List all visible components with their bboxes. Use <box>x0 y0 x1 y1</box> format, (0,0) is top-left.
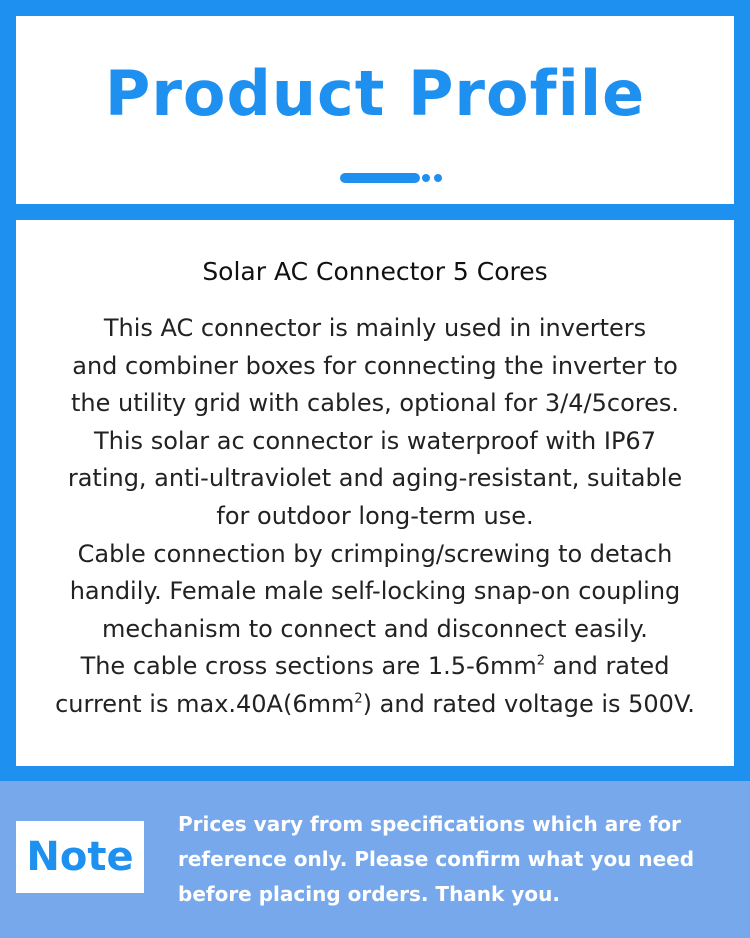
description-line: This solar ac connector is waterproof with IP67 <box>94 426 656 455</box>
note-section <box>0 781 750 938</box>
underline-bar <box>340 173 420 183</box>
cross-section-text-end: and rated <box>545 652 670 681</box>
page-title: Product Profile <box>104 57 646 130</box>
description-line: for outdoor long-term use. <box>216 501 534 530</box>
superscript: 2 <box>354 691 363 707</box>
product-description <box>16 310 734 724</box>
description-line: and combiner boxes for connecting the inverter to <box>72 351 678 380</box>
cross-section-text: The cable cross sections are 1.5-6mm <box>80 652 537 681</box>
note-line: Prices vary from specifications which are for <box>178 812 681 836</box>
note-line: reference only. Please confirm what you need <box>178 847 695 871</box>
current-text: current is max.40A(6mm <box>55 689 355 718</box>
underline-dot <box>422 174 430 182</box>
description-line: Cable connection by crimping/screwing to detach <box>77 539 673 568</box>
superscript: 2 <box>536 653 546 669</box>
current-voltage-line <box>16 686 734 724</box>
underline-dot <box>434 174 442 182</box>
description-line: mechanism to connect and disconnect easily. <box>102 614 648 643</box>
description-line: the utility grid with cables, optional for 3/4/5cores. <box>70 389 679 418</box>
note-text <box>178 807 738 912</box>
description-line: This AC connector is mainly used in inverters <box>103 314 647 342</box>
description-line: rating, anti-ultraviolet and aging-resistant, suitable <box>67 464 683 493</box>
cross-section-line <box>16 648 734 686</box>
header-panel <box>16 16 734 204</box>
description-line: handily. Female male self-locking snap-on coupling <box>69 577 681 606</box>
note-line: before placing orders. Thank you. <box>178 882 560 906</box>
note-label: Note <box>16 821 144 893</box>
description-panel <box>16 220 734 766</box>
product-name: Solar AC Connector 5 Cores <box>202 257 548 286</box>
title-underline-decoration <box>340 172 450 184</box>
current-text-end: ) and rated voltage is 500V. <box>362 689 695 718</box>
